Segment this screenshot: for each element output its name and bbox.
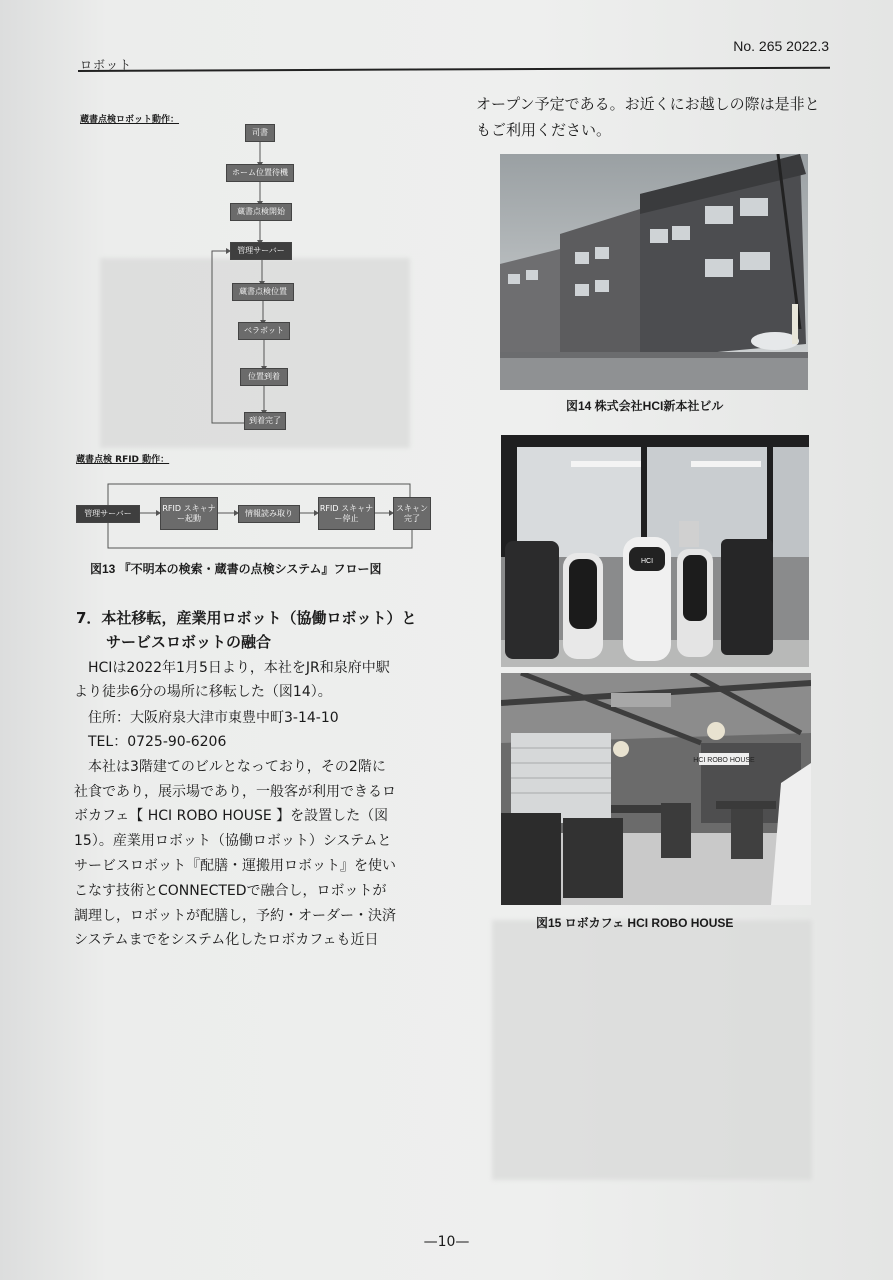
figure15-caption: 図15 ロボカフェ HCI ROBO HOUSE xyxy=(536,916,734,930)
rfid-step-scanner-start: RFID スキャナー起動 xyxy=(160,497,218,530)
flow-step-arrival-complete: 到着完了 xyxy=(244,412,286,430)
body-line: 本社は3階建てのビルとなっており，その2階に xyxy=(88,759,386,775)
body-line: HCIは2022年1月5日より，本社をJR和泉府中駅 xyxy=(88,660,390,676)
rfid-step-scanner-stop: RFID スキャナー停止 xyxy=(318,497,375,530)
section7-heading-line1: 7．本社移転，産業用ロボット（協働ロボット）と xyxy=(76,609,417,627)
rfid-step-read-info: 情報読み取り xyxy=(238,505,300,523)
body-line: システムまでをシステム化したロボカフェも近日 xyxy=(74,932,379,948)
body-line: より徒歩6分の場所に移転した（図14）。 xyxy=(74,684,332,700)
flow-step-position-arrival: 位置到着 xyxy=(240,368,288,386)
rfid-step-scan-complete: スキャン完了 xyxy=(393,497,431,530)
figure14-photo-building xyxy=(500,154,808,390)
flow-step-inspection-start: 蔵書点検開始 xyxy=(230,203,292,221)
figure15-photo-cafe xyxy=(501,673,811,905)
flow-step-inspection-position: 蔵書点検位置 xyxy=(232,283,294,301)
cafe-sign-text: HCI ROBO HOUSE xyxy=(693,757,755,764)
figure14-caption: 図14 株式会社HCI新本社ビル xyxy=(566,399,724,413)
running-header-issue: No. 265 2022.3 xyxy=(733,38,829,54)
body-line: こなす技術とCONNECTEDで融合し，ロボットが xyxy=(74,883,387,899)
body-line: ボカフェ【 HCI ROBO HOUSE 】を設置した（図 xyxy=(74,808,389,824)
flow-step-librarian: 司書 xyxy=(245,124,275,142)
right-column-line: オープン予定である。お近くにお越しの際は是非と xyxy=(476,95,820,113)
rfid-flow-label: 蔵書点検 RFID 動作： xyxy=(76,455,170,465)
body-line: 調理し，ロボットが配膳し，予約・オーダー・決済 xyxy=(74,908,396,924)
robot-hci-label: HCI xyxy=(640,558,654,565)
bleed-through-shadow xyxy=(492,920,812,1180)
flow-step-home-standby: ホーム位置待機 xyxy=(226,164,294,182)
figure15-photo-robots xyxy=(501,435,809,667)
body-line: TEL：0725-90-6206 xyxy=(88,734,227,750)
flow-step-bellabot: ベラボット xyxy=(238,322,290,340)
body-line: 15）。産業用ロボット（協働ロボット）システムと xyxy=(74,833,392,849)
running-header-section: ロボット xyxy=(80,58,133,72)
flow-step-management-server: 管理サーバー xyxy=(230,242,292,260)
body-line: 住所：大阪府泉大津市東豊中町3-14-10 xyxy=(88,710,339,726)
section7-heading-line2: サービスロボットの融合 xyxy=(106,633,272,651)
body-line: サービスロボット『配膳・運搬用ロボット』を使い xyxy=(74,858,396,874)
body-line: 社食であり，展示場であり，一般客が利用できるロ xyxy=(74,784,396,800)
robot-flow-label: 蔵書点検ロボット動作： xyxy=(80,115,180,125)
figure13-caption: 図13 『不明本の検索・蔵書の点検システム』フロー図 xyxy=(90,562,382,576)
page-number: —10— xyxy=(423,1234,470,1250)
rfid-step-management-server: 管理サーバー xyxy=(76,505,140,523)
right-column-line: もご利用ください。 xyxy=(476,121,612,139)
